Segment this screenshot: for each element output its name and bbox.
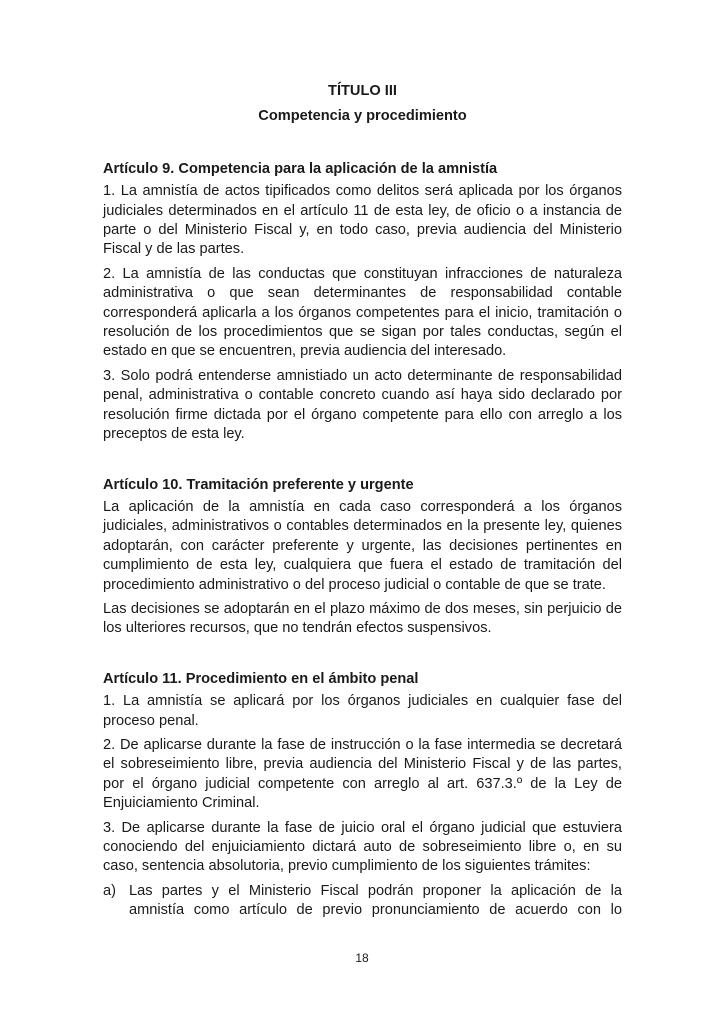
list-item-text: Las partes y el Ministerio Fiscal podrán proponer la aplicación de la amnistía como artículo de previo pronunciamiento de acuerdo con lo	[129, 882, 622, 919]
article-heading: Artículo 10. Tramitación preferente y urgente	[103, 476, 414, 493]
page-number: 18	[355, 951, 369, 965]
article-paragraph: 2. La amnistía de las conductas que constituyan infracciones de naturaleza administrativa o que sean determinantes de responsabilidad contable corresponderá aplicarla a los órganos competentes para el inicio, tramitación o resolución de los procedimientos que se sigan por tales conductas, según el estado en que se encuentren, previa audiencia del interesado.	[103, 265, 622, 360]
article-paragraph: 3. De aplicarse durante la fase de juicio oral el órgano judicial que estuviera conociendo del enjuiciamiento dictará auto de sobreseimiento libre o, en su caso, sentencia absolutoria, previo cumplimiento de los siguientes trámites:	[103, 819, 622, 875]
article-11	[103, 670, 622, 921]
article-paragraph: Las decisiones se adoptarán en el plazo máximo de dos meses, sin perjuicio de los ulteriores recursos, que no tendrán efectos suspensivos.	[103, 600, 622, 637]
article-heading: Artículo 11. Procedimiento en el ámbito penal	[103, 670, 419, 687]
article-paragraph: 1. La amnistía se aplicará por los órganos judiciales en cualquier fase del proceso penal.	[103, 693, 622, 729]
subtitle-heading: Competencia y procedimiento	[258, 108, 467, 125]
list-marker: a)	[103, 882, 116, 899]
list-item	[103, 882, 622, 921]
article-heading: Artículo 9. Competencia para la aplicación de la amnistía	[103, 160, 498, 177]
article-paragraph: 2. De aplicarse durante la fase de instrucción o la fase intermedia se decretará el sobreseimiento libre, previa audiencia del Ministerio Fiscal y de las partes, por el órgano judicial competente con arreglo al art. 637.3.º de la Ley de Enjuiciamiento Criminal.	[103, 736, 622, 812]
article-10	[103, 476, 622, 639]
page-content	[103, 82, 622, 921]
article-paragraph: 3. Solo podrá entenderse amnistiado un acto determinante de responsabilidad penal, administrativa o contable concreto cuando así haya sido declarado por resolución firme dictada por el órgano competente para ello con arreglo a los preceptos de esta ley.	[103, 367, 622, 443]
article-9	[103, 160, 622, 445]
article-paragraph: La aplicación de la amnistía en cada caso corresponderá a los órganos judiciales, administrativos o contables determinados en la presente ley, quienes adoptarán, con carácter preferente y urgente, las decisiones pertinentes en cumplimiento de esta ley, cualquiera que fuera el estado de tramitación del procedimiento administrativo o del proceso judicial o contable de que se trate.	[103, 498, 622, 593]
title-heading: TÍTULO III	[328, 83, 397, 99]
article-paragraph: 1. La amnistía de actos tipificados como delitos será aplicada por los órganos judiciales determinados en el artículo 11 de esta ley, de oficio o a instancia de parte o del Ministerio Fiscal y, en todo caso, previa audiencia del Ministerio Fiscal y de las partes.	[103, 183, 622, 258]
